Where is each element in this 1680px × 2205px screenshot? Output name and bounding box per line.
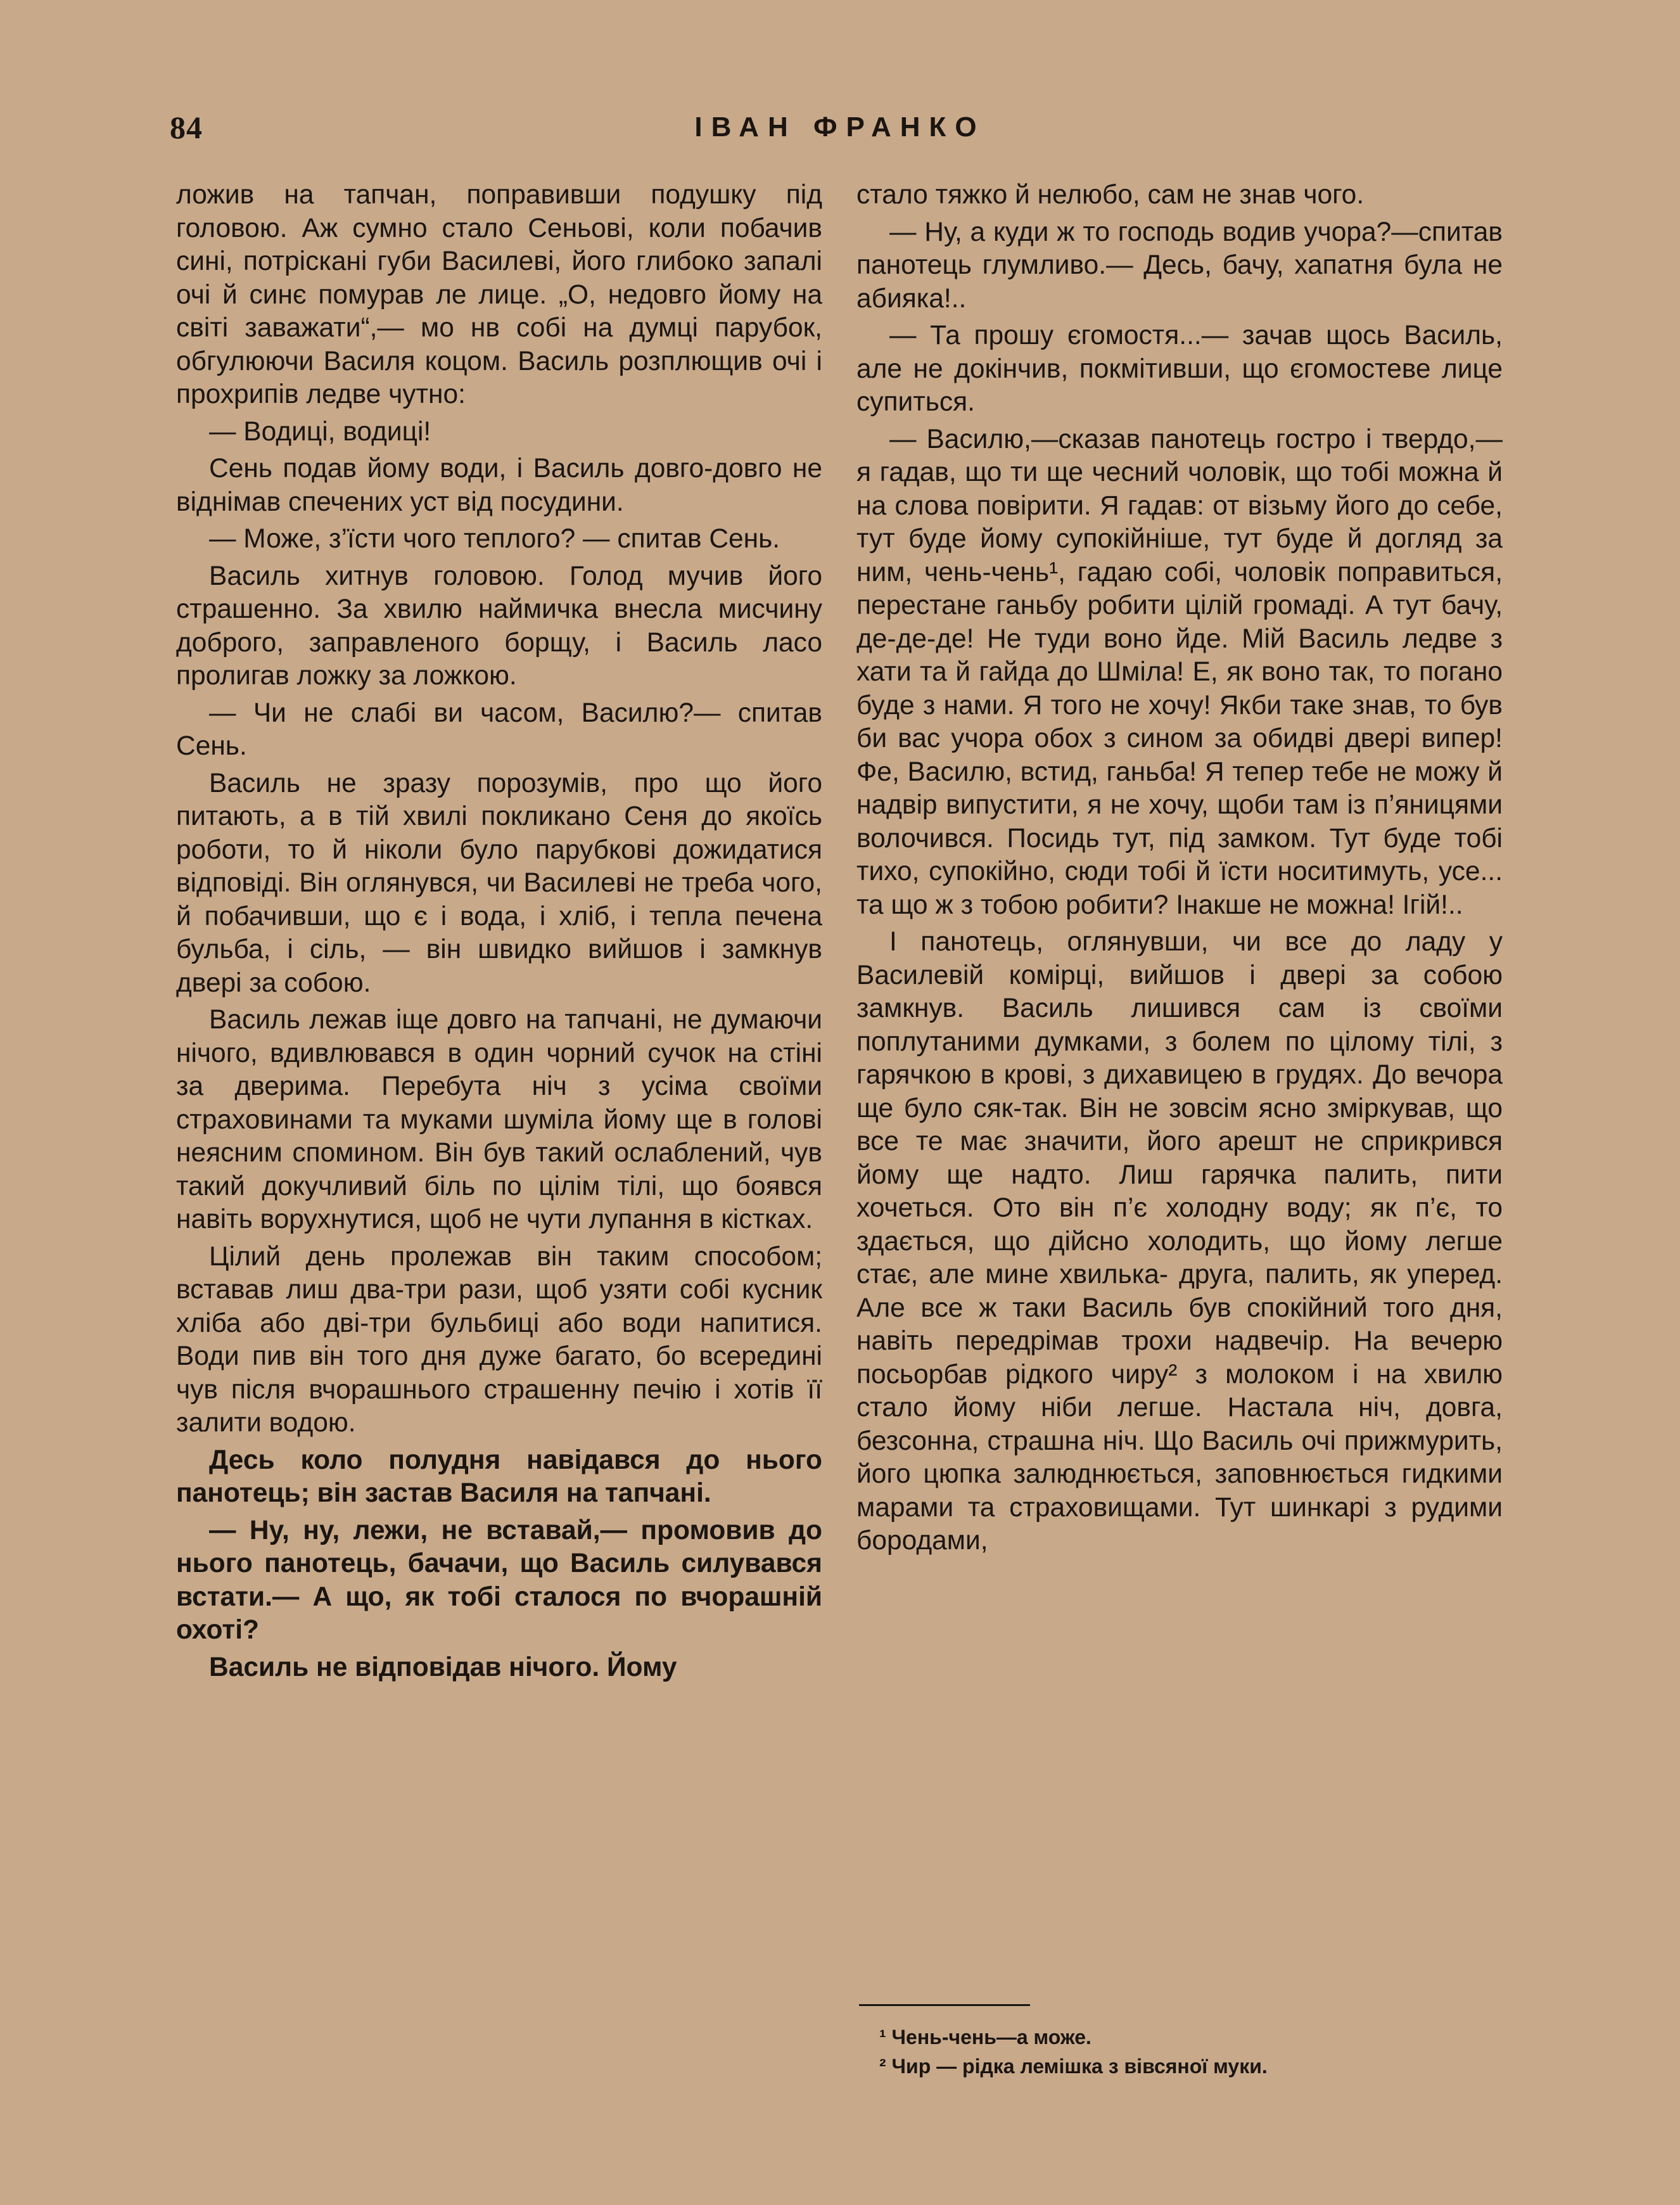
paragraph: — Василю,—сказав панотець гостро і твердо,— я гадав, що ти ще чесний чоловік, що тобі можна й на слова повірити. Я гадав: от візьму його до себе, тут буде йому супокійніше, тут буде й догляд за ним, чень-чень¹, гадаю собі, чоловік поправиться, перестане ганьбу робити цілій громаді. А тут бачу, де-де-де! Не туди воно йде. Мій Василь ледве з хати та й гайда до Шміла! Е, як воно так, то погано буде з нами. Я того не хочу! Якби таке знав, то був би вас учора обох з сином за обидві двері випер! Фе, Василю, встид, ганьба! Я тепер тебе не можу й надвір випустити, я не хочу, щоби там із п’яницями волочився. Посидь тут, під замком. Тут буде тобі тихо, супокійно, сюди тобі й їсти носитимуть, усе... та що ж з тобою робити? Інакше не можна! Ігій!.. xyxy=(856,424,1503,920)
footnote-text: Чень-чень—а може. xyxy=(891,2026,1091,2048)
footnote-text: Чир — рідка лемішка з вівсяної муки. xyxy=(891,2055,1268,2078)
paragraph: — Ну, ну, лежи, не вставай,— промовив до нього панотець, бачачи, що Василь силувався встати.— А що, як тобі сталося по вчорашній охоті? xyxy=(176,1515,822,1645)
footnote-divider xyxy=(859,2004,1030,2006)
footnote xyxy=(879,2052,1487,2081)
paragraph: стало тяжко й нелюбо, сам не знав чого. xyxy=(856,180,1365,210)
paragraph: Василь хитнув головою. Голод мучив його страшенно. За хвилю наймичка внесла мисчину доброго, заправленого борщу, і Василь ласо пролигав ложку за ложкою. xyxy=(176,561,822,691)
paragraph: І панотець, оглянувши, чи все до ладу у Василевій комірці, вийшов і двері за собою замкнув. Василь лишився сам із своїми поплутаними думками, з болем по цілому тілі, з гарячкою в крові, з дихавицею в грудях. До вечора ще було сяк-так. Він не зовсім ясно зміркував, що все те має значити, його арешт не сприкрився йому ще надто. Лиш гарячка палить, пити хочеться. Ото він п’є холодну воду; як п’є, то здається, що дійсно холодить, що йому легше стає, але мине хвилька- друга, палить, як уперед. Але все ж таки Василь був спокійний того дня, навіть передрімав трохи надвечір. На вечерю посьорбав рідкого чиру² з молоком і на хвилю стало йому ніби легше. Настала ніч, довга, безсонна, страшна ніч. Що Василь очі прижмурить, його цюпка залюднюється, заповнюється гидкими марами та страховищами. Тут шинкарі з рудими бородами, xyxy=(856,927,1503,1556)
footnote-marker: ¹ xyxy=(879,2026,886,2048)
text-column-left xyxy=(176,179,822,1688)
paragraph: — Може, з’їсти чого теплого? — спитав Сень. xyxy=(209,524,780,554)
footnote xyxy=(879,2023,1487,2052)
paragraph: Василь лежав іще довго на тапчані, не думаючи нічого, вдивлювався в один чорний сучок на стіні за дверима. Перебута ніч з усіма своїми страховинами та муками шуміла йому ще в голові неясним спомином. Він був такий ослаблений, чув такий докучливий біль по цілім тілі, що боявся навіть ворухнутися, щоб не чути лупання в кістках. xyxy=(176,1005,822,1234)
running-head-author: ІВАН ФРАНКО xyxy=(694,112,986,143)
paragraph: Сень подав йому води, і Василь довго-довго не віднімав спечених уст від посудини. xyxy=(176,454,822,517)
page-number: 84 xyxy=(170,110,203,145)
text-column-right xyxy=(856,179,1503,1562)
paragraph: Цілий день пролежав він таким способом; вставав лиш два-три рази, щоб узяти собі кусник хліба або дві-три бульбиці або води напитися. Води пив він того дня дуже багато, бо всередині чув після вчорашнього страшенну печію і хотів її залити водою. xyxy=(176,1241,822,1438)
paragraph: — Та прошу єгомостя...— зачав щось Василь, але не докінчив, покмітивши, що єгомостеве лице супиться. xyxy=(856,321,1503,417)
footnote-marker: ² xyxy=(879,2055,886,2078)
paragraph: — Водиці, водиці! xyxy=(209,416,431,447)
paragraph: — Ну, а куди ж то господь водив учора?—спитав панотець глумливо.— Десь, бачу, хапатня була не абияка!.. xyxy=(856,217,1503,314)
paragraph: — Чи не слабі ви часом, Василю?— спитав Сень. xyxy=(176,698,822,761)
paragraph: Десь коло полудня навідався до нього панотець; він застав Василя на тапчані. xyxy=(176,1445,822,1508)
paragraph: Василь не відповідав нічого. Йому xyxy=(209,1652,677,1682)
paragraph: Василь не зразу порозумів, про що його питають, а в тій хвилі покликано Сеня до якоїсь роботи, то й ніколи було парубкові дожидатися відповіді. Він оглянувся, чи Василеві не треба чого, й побачивши, що є і вода, і хліб, і тепла печена бульба, і сіль, — він швидко вийшов і замкнув двері за собою. xyxy=(176,768,822,998)
paragraph: ложив на тапчан, поправивши подушку під головою. Аж сумно стало Сеньові, коли побачив сині, потріскані губи Василеві, його глибоко запалі очі й синє помурав ле лице. „О, недовго йому на світі заважати“,— мо нв собі на думці парубок, обгулюючи Василя коцом. Василь розплющив очі і прохрипів ледве чутно: xyxy=(176,180,822,409)
footnotes xyxy=(879,2023,1487,2081)
